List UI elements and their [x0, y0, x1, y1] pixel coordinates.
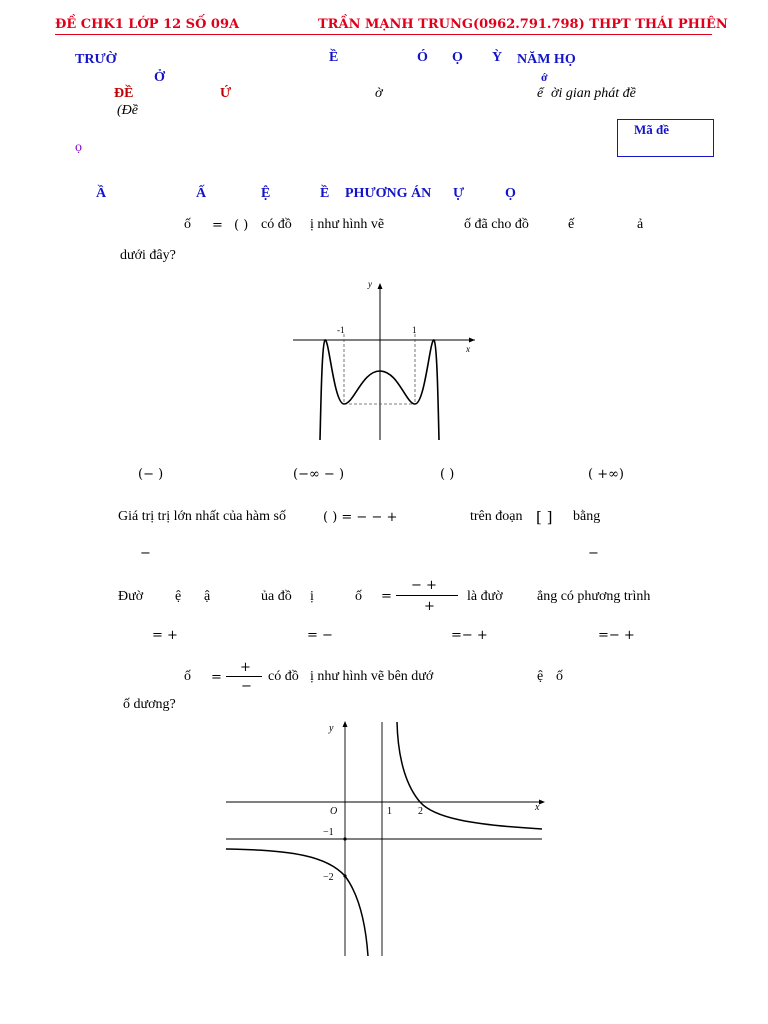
graph1-x-arrow	[469, 338, 475, 343]
school-line1-a: TRƯỜ	[75, 52, 117, 67]
q1-p5: ị như hình vẽ	[310, 217, 385, 232]
q3-option-a[interactable]: = +	[152, 628, 178, 643]
q2-end: bằng	[573, 509, 601, 524]
q2-text: Giá trị trị lớn nhất của hàm số	[118, 509, 286, 524]
q4-numerator: +	[240, 660, 251, 675]
q3-p5: ị	[310, 589, 314, 604]
q4-p2: =	[211, 670, 222, 685]
de-label: ĐỀ	[114, 86, 134, 101]
header-rule	[55, 34, 712, 35]
section-g: Ọ	[505, 186, 516, 201]
graph2-tick-m1: −1	[323, 827, 334, 838]
school-line1-e: Ỳ	[492, 50, 503, 65]
q4-denominator: −	[241, 679, 252, 694]
graph1-x-label: x	[466, 344, 470, 354]
graph2-left-branch	[226, 849, 368, 956]
q1-line2: dưới đây?	[120, 248, 176, 263]
time-text: ời gian phát đề	[551, 86, 636, 101]
q1-option-d[interactable]: ( +∞)	[588, 467, 624, 482]
student-name-label: ọ	[75, 140, 82, 155]
section-title: PHƯƠNG ÁN	[345, 186, 432, 201]
header-right: TRẦN MẠNH TRUNG(0962.791.798) THPT THÁI PHIÊN	[318, 17, 728, 32]
q4-p4: ị như hình vẽ bên dướ	[310, 669, 434, 684]
section-f: Ự	[453, 186, 465, 201]
q4-p5: ệ	[537, 669, 544, 684]
school-line2-b: ớ	[541, 70, 548, 84]
section-d: Ề	[320, 186, 330, 201]
q3-p4: ủa đồ	[261, 589, 292, 604]
graph1-y-label: y	[368, 279, 372, 289]
q3-denominator: +	[424, 599, 435, 614]
graph2-point-m2	[343, 874, 346, 877]
graph2-x-arrow	[539, 800, 545, 805]
q3-p8: là đườ	[467, 589, 503, 604]
q3-p1: Đườ	[118, 589, 144, 604]
q3-p9: ẳng có phương trình	[537, 589, 651, 604]
q1-p6: ố đã cho đồ	[464, 217, 529, 232]
q3-fraction-bar	[396, 595, 458, 596]
school-line1-c: Ó	[417, 50, 428, 65]
de-b: Ứ	[220, 86, 232, 101]
school-line1-b: Ề	[329, 50, 339, 65]
graph1-tick-1: 1	[412, 325, 417, 335]
q2-bracket: [ ]	[536, 508, 553, 526]
graph1-tick-neg1: -1	[337, 325, 345, 335]
section-b: Ấ	[196, 186, 207, 201]
q1-p7: ế	[568, 217, 575, 232]
graph2-tick-2: 2	[418, 806, 423, 817]
q3-option-d[interactable]: =− +	[598, 628, 635, 643]
graph2-y-arrow	[343, 721, 348, 727]
section-a: Ầ	[96, 186, 107, 201]
q3-p3: ậ	[204, 589, 211, 604]
graph2-x-label: x	[535, 802, 540, 813]
graph1-y-arrow	[378, 283, 383, 289]
graph2-point-m1	[343, 837, 346, 840]
q1-option-a[interactable]: (− )	[138, 467, 164, 482]
q4-p3: có đồ	[268, 669, 299, 684]
de-d: ể	[537, 86, 544, 101]
header-left: ĐỀ CHK1 LỚP 12 SỐ 09A	[55, 17, 240, 32]
graph2-tick-m2: −2	[323, 872, 334, 883]
q1-p8: ả	[637, 217, 644, 232]
q2-segment: trên đoạn	[470, 509, 523, 524]
graph-hyperbola	[222, 718, 548, 958]
school-line2-a: Ở	[154, 70, 165, 85]
graph2-origin-label: O	[330, 806, 338, 817]
q2-option-d[interactable]: −	[588, 546, 599, 561]
de-c: ờ	[375, 86, 383, 101]
q1-p3: ( )	[234, 218, 249, 233]
q4-p6: ố	[556, 669, 563, 684]
exam-code-label: Mã đề	[634, 122, 670, 137]
graph2-tick-1: 1	[387, 806, 392, 817]
q1-p1: ố	[184, 217, 191, 232]
q4-fraction-bar	[226, 676, 262, 677]
q1-option-b[interactable]: (−∞ − )	[293, 467, 345, 482]
school-line1-f: NĂM HỌ	[517, 52, 576, 67]
de-note: (Đề	[117, 103, 138, 118]
q4-p1: ố	[184, 669, 191, 684]
q3-p7: =	[381, 589, 392, 604]
q2-option-a[interactable]: −	[140, 546, 151, 561]
q3-numerator: − +	[411, 578, 437, 593]
q1-p2: =	[212, 218, 223, 233]
q3-option-c[interactable]: =− +	[451, 628, 488, 643]
q4-line2: ố dương?	[123, 697, 176, 712]
q2-function: ( ) = − − +	[323, 510, 398, 525]
q3-p6: ố	[355, 589, 362, 604]
q1-p4: có đồ	[261, 217, 292, 232]
section-c: Ệ	[261, 186, 271, 201]
q3-option-b[interactable]: = −	[307, 628, 333, 643]
q1-option-c[interactable]: ( )	[440, 467, 455, 482]
school-line1-d: Ọ	[452, 50, 463, 65]
graph-quartic	[290, 278, 480, 446]
graph2-y-label: y	[329, 723, 334, 734]
q3-p2: ệ	[175, 589, 182, 604]
